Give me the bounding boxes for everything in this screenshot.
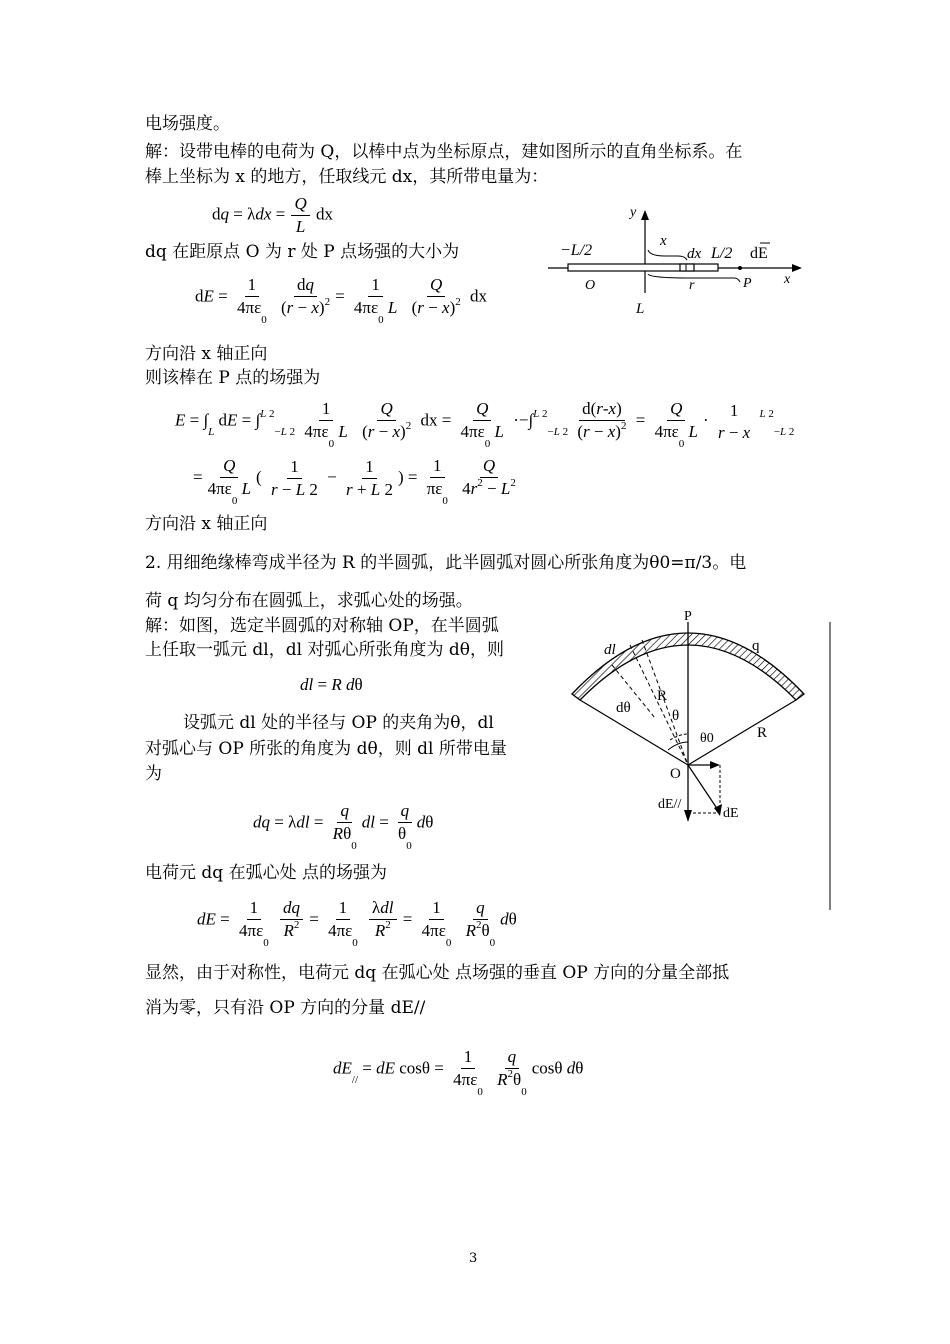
text-line: 设弧元 dl 处的半径与 OP 的夹角为θ，dl <box>183 713 494 733</box>
fig1-dE-label: dE <box>750 245 768 262</box>
fig2-R1-label: R <box>657 688 668 704</box>
text-line: 解：设带电棒的电荷为 Q，以棒中点为坐标原点，建如图所示的直角坐标系。在 <box>145 142 743 162</box>
text-line: 上任取一弧元 dl，dl 对弧心所张角度为 dθ，则 <box>145 640 504 660</box>
text-line: 荷 q 均匀分布在圆弧上，求弧心处的场强。 <box>145 591 473 611</box>
equation-dE: dE = $\frac{1}{4\pi\varepsilon_0}$ $\frac{dq}{(r - x)^2}$ = $\frac{1}{4\pi\varepsilon_0 L}$ $\frac{Q}{(r - x)^2}$ dx <box>195 275 487 326</box>
fig1-x-label: x <box>660 233 667 249</box>
fig1-r-label: r <box>689 278 695 293</box>
fig2-theta-label: θ <box>672 708 680 724</box>
equation-E-integral: $E = \int_L$ dE = ∫$^{L 2}_{-L 2}$ $\frac{1}{4\pi\varepsilon_0 L}$ $\frac{Q}{(r - x)^2}$ dx = $\frac{Q}{4\pi\varepsilon_0 L}$ ·−∫$^{L 2}_{-L 2}$ $\frac{d(r-x)}{(r - x)^2}$ = $\frac{Q}{4\pi\varepsilon_0 L}$ · 1 r − x $^{L 2}_{-L 2}$ <box>175 399 795 450</box>
arc-figure <box>560 610 840 920</box>
fig1-half-L: L/2 <box>711 245 733 262</box>
text-line: 电场强度。 <box>145 114 230 134</box>
text-line: 消为零，只有沿 OP 方向的分量 dE// <box>145 998 426 1018</box>
fig2-P-label: P <box>684 610 692 624</box>
fig2-R2-label: R <box>757 725 768 741</box>
text-line: 则该棒在 P 点的场强为 <box>145 368 321 388</box>
equation-dq-arc: dq = λdl = $\frac{q}{R\theta_0}$ dl = $\frac{q}{\theta_0}$ dθ <box>253 801 434 852</box>
text-line: 为 <box>145 764 162 784</box>
equation-E-result: = $\frac{Q}{4\pi\varepsilon_0 L}$ ( $\frac{1}{r - L 2}$ − $\frac{1}{r + L 2}$ ) = $\frac{1}{\pi\varepsilon_0}$ $\frac{Q}{4r^2 - L^2}$ <box>193 456 516 507</box>
fig1-dx-label: dx <box>687 246 702 262</box>
text-line: dq 在距原点 O 为 r 处 P 点场强的大小为 <box>145 242 460 262</box>
rod-figure <box>540 198 810 323</box>
equation-dE-arc: dE = $\frac{1}{4\pi\varepsilon_0}$ $\frac{dq}{R^2}$ = $\frac{1}{4\pi\varepsilon_0}$ $\frac{\text{λdl}}{R^2}$ = $\frac{1}{4\pi\varepsilon_0}$ $\frac{q}{R^2\theta_0}$ dθ <box>197 898 517 949</box>
equation-dE-parallel: $dE_{//}$ = dE cosθ = $\frac{1}{4\pi\varepsilon_0}$ $\frac{q}{R^2\theta_0}$ cosθ dθ <box>333 1047 584 1098</box>
fig1-axis-x: x <box>784 272 791 287</box>
fig2-O-label: O <box>670 766 681 782</box>
fig1-O-label: O <box>585 278 596 293</box>
text-line: 棒上坐标为 x 的地方，任取线元 dx，其所带电量为： <box>145 167 549 187</box>
text-line: 对弧心与 OP 所张的角度为 dθ，则 dl 所带电量 <box>145 739 507 759</box>
text-line: 方向沿 x 轴正向 <box>145 514 268 534</box>
fig2-q-label: q <box>752 638 760 654</box>
text-line: 2. 用细绝缘棒弯成半径为 R 的半圆弧，此半圆弧对圆心所张角度为θ0=π/3。电 <box>145 553 747 573</box>
fig2-theta0-label: θ0 <box>700 731 714 746</box>
fig1-y-label: y <box>630 205 637 220</box>
fig1-P-label: P <box>743 276 752 291</box>
fig2-dtheta-label: dθ <box>616 700 631 716</box>
fig2-dE-label: dE <box>723 806 739 821</box>
page-number: 3 <box>469 1251 478 1266</box>
fig1-neg-half-L: −L/2 <box>560 242 593 259</box>
text-line: 电荷元 dq 在弧心处 点的场强为 <box>145 863 387 883</box>
text-line: 显然，由于对称性，电荷元 dq 在弧心处 点场强的垂直 OP 方向的分量全部抵 <box>145 963 730 983</box>
fig1-L-label: L <box>636 301 645 317</box>
fig2-dEpar-label: dE// <box>658 797 682 812</box>
text-line: 方向沿 x 轴正向 <box>145 344 268 364</box>
equation-dq: dq = λdx = $\frac{Q}{L}$ dx <box>212 194 334 236</box>
equation-dl: dl = R dθ <box>300 675 363 694</box>
fig2-dl-label: dl <box>604 642 616 658</box>
text-line: 解：如图，选定半圆弧的对称轴 OP，在半圆弧 <box>145 616 499 636</box>
